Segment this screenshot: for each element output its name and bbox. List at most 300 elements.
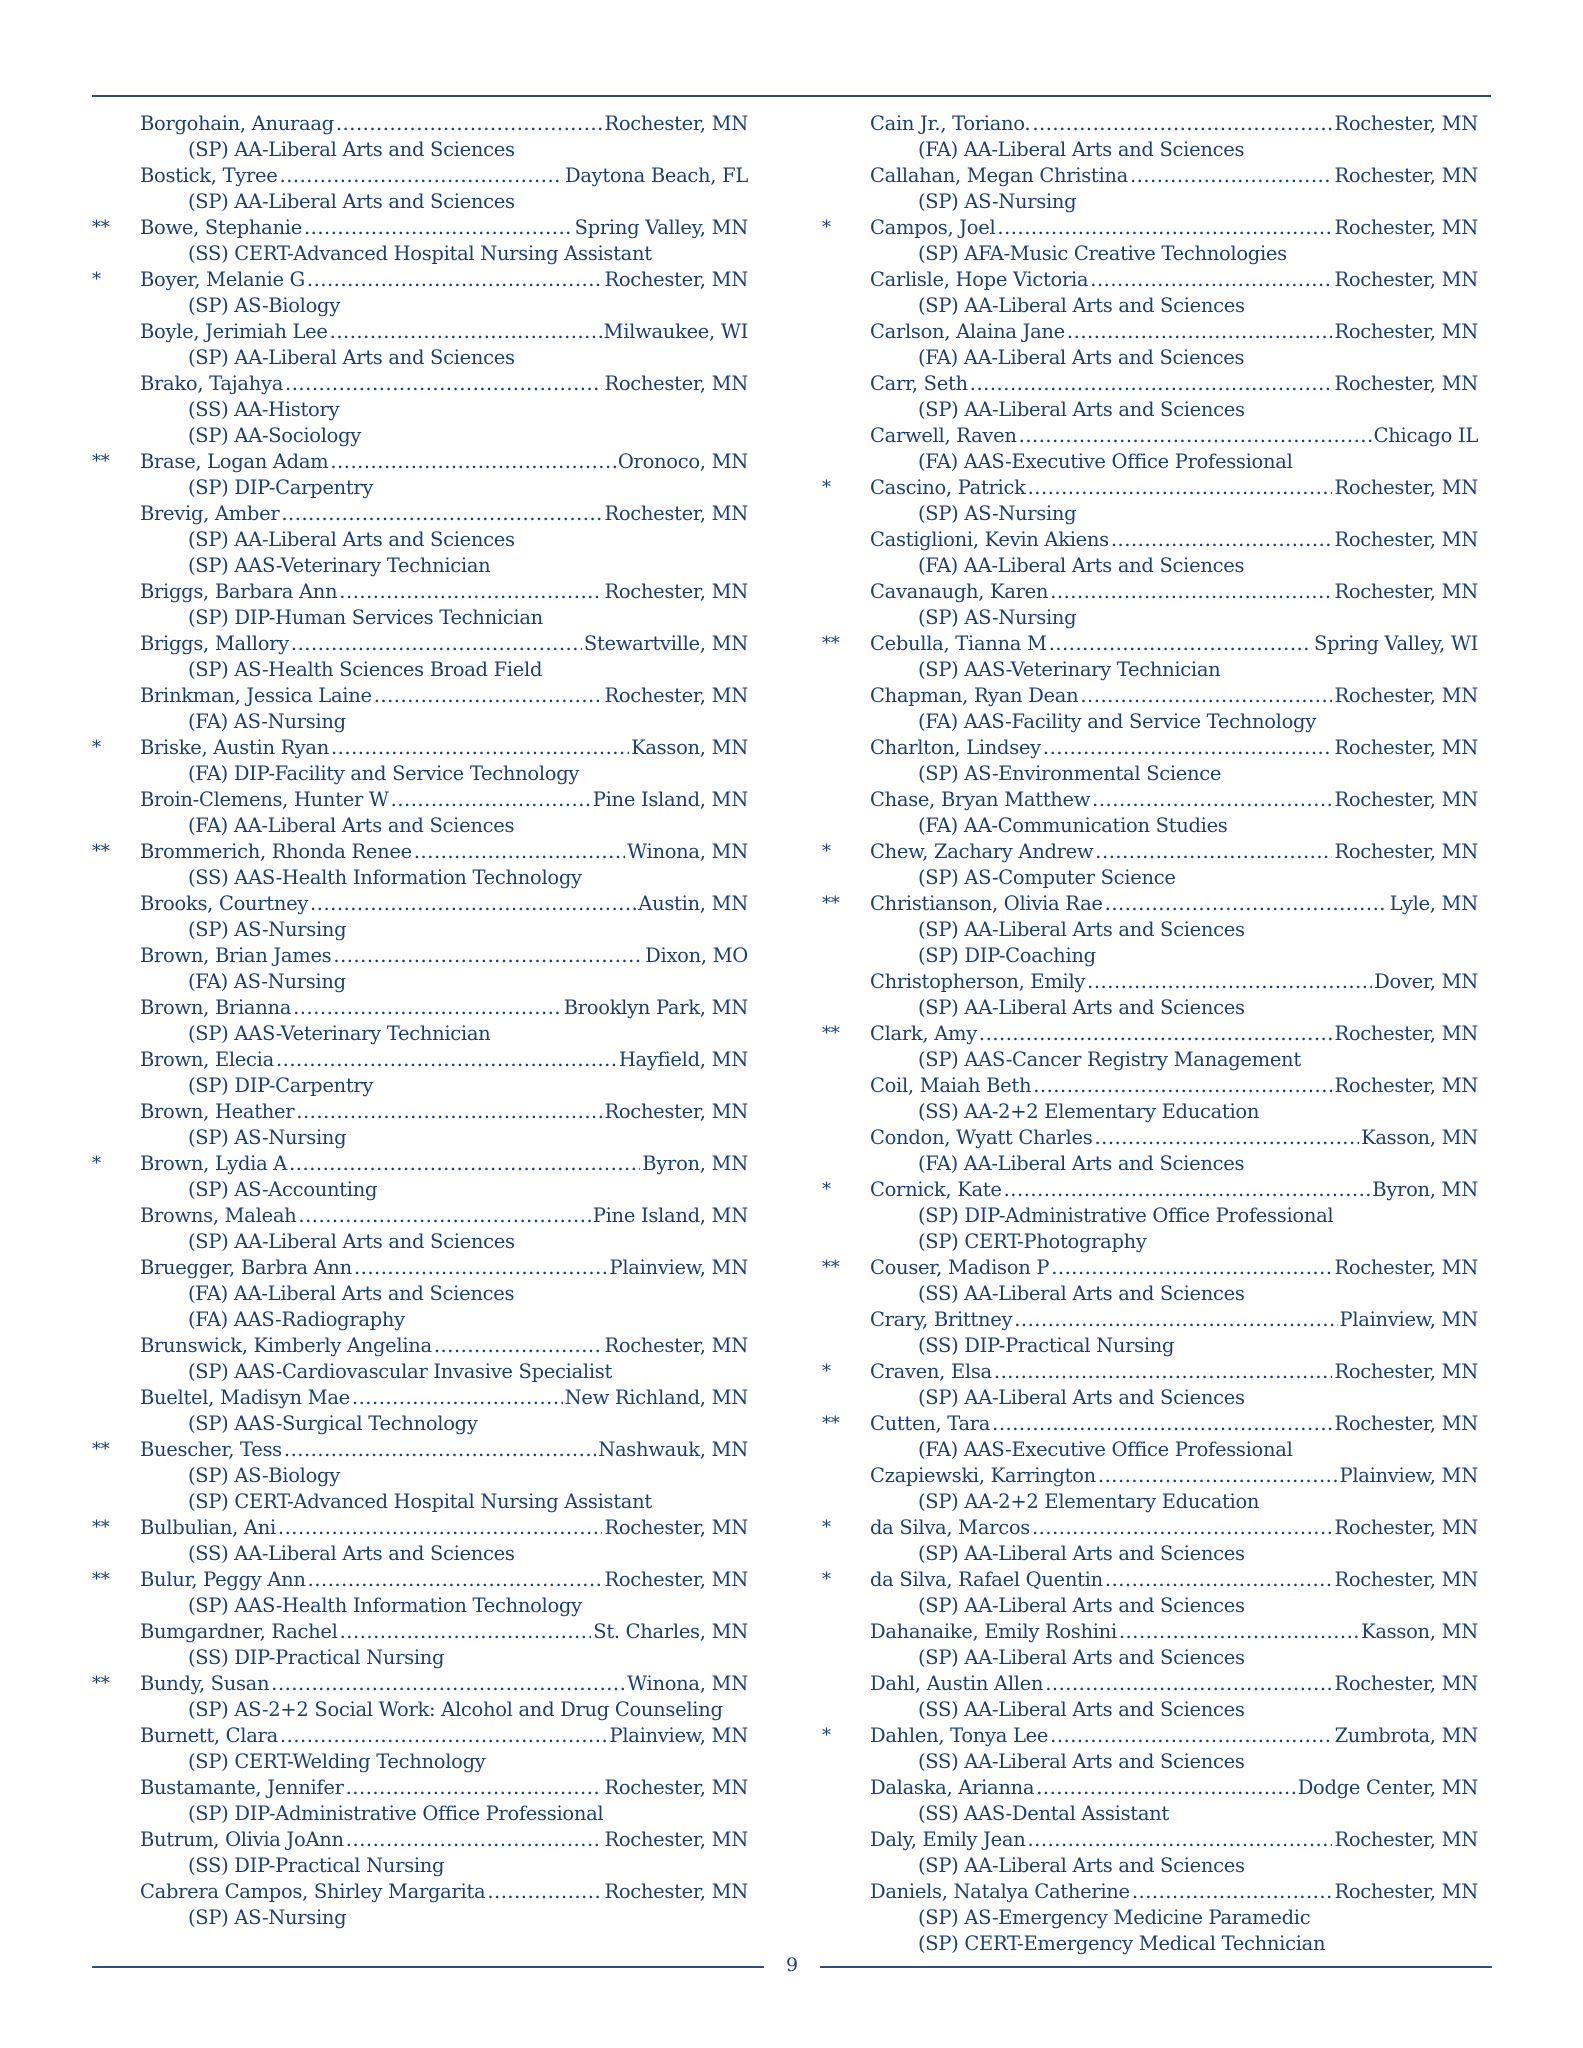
graduate-name: Callahan, Megan Christina: [870, 164, 1128, 187]
entry-line: [822, 1515, 1482, 1541]
dot-leader: [339, 579, 602, 605]
dot-leader: [1004, 1177, 1371, 1203]
entry-line: [92, 1385, 752, 1411]
dot-leader: [310, 891, 636, 917]
dot-leader: [289, 1151, 640, 1177]
honors-marker: **: [92, 451, 110, 472]
graduate-city: Rochester, MN: [604, 1568, 748, 1591]
name-city-leader: [140, 1255, 748, 1281]
name-city-leader: [870, 969, 1478, 995]
dot-leader: [1019, 423, 1372, 449]
graduate-entry: [92, 1879, 752, 1931]
name-city-leader: [140, 215, 748, 241]
entry-line: [822, 1775, 1482, 1801]
graduate-entry: [822, 475, 1482, 527]
name-city-leader: [870, 423, 1478, 449]
dot-leader: [330, 449, 616, 475]
graduate-name: Carr, Seth: [870, 372, 968, 395]
dot-leader: [1105, 891, 1388, 917]
dot-leader: [285, 371, 602, 397]
honors-marker: *: [822, 1517, 831, 1538]
graduate-city: Rochester, MN: [1334, 1256, 1478, 1279]
honors-marker: **: [822, 633, 840, 654]
degree-program: (SP) AS-Nursing: [918, 606, 1077, 629]
graduate-city: Plainview, MN: [1339, 1464, 1478, 1487]
degree-program: (FA) AA-Liberal Arts and Sciences: [918, 346, 1245, 369]
graduate-name: Broin-Clemens, Hunter W: [140, 788, 389, 811]
name-city-leader: [140, 1619, 748, 1645]
graduate-name: Brown, Brian James: [140, 944, 332, 967]
graduate-city: Rochester, MN: [604, 112, 748, 135]
graduate-city: Rochester, MN: [1334, 1360, 1478, 1383]
dot-leader: [414, 839, 625, 865]
name-city-leader: [870, 111, 1478, 137]
dot-leader: [1119, 1619, 1359, 1645]
graduate-entry: [92, 1827, 752, 1879]
graduate-name: Brown, Elecia: [140, 1048, 274, 1071]
graduate-city: Rochester, MN: [1334, 788, 1478, 811]
dot-leader: [280, 1723, 608, 1749]
graduate-name: Chase, Bryan Matthew: [870, 788, 1091, 811]
entry-line: [92, 111, 752, 137]
entry-line: [822, 267, 1482, 293]
graduate-name: Burnett, Clara: [140, 1724, 278, 1747]
graduate-entry: [92, 787, 752, 839]
degree-program: (SP) DIP-Administrative Office Professional: [188, 1802, 604, 1825]
name-city-leader: [140, 1723, 748, 1749]
graduate-entry: [822, 969, 1482, 1021]
dot-leader: [1067, 319, 1333, 345]
degree-program: (FA) AAS-Executive Office Professional: [918, 450, 1293, 473]
degree-program: (SP) AS-Nursing: [188, 1126, 347, 1149]
graduate-name: Dalaska, Arianna: [870, 1776, 1035, 1799]
graduate-entry: [822, 163, 1482, 215]
degree-program: (SP) AA-Liberal Arts and Sciences: [918, 1542, 1245, 1565]
degree-program: (SS) AA-Liberal Arts and Sciences: [188, 1542, 515, 1565]
entry-line: [822, 1879, 1482, 1905]
graduate-name: Browns, Maleah: [140, 1204, 297, 1227]
name-city-leader: [140, 1879, 748, 1905]
dot-leader: [284, 1437, 596, 1463]
name-city-leader: [140, 1567, 748, 1593]
name-city-leader: [870, 1671, 1478, 1697]
honors-marker: *: [92, 737, 101, 758]
dot-leader: [1090, 267, 1332, 293]
name-city-leader: [140, 1827, 748, 1853]
honors-marker: *: [92, 269, 101, 290]
graduate-entry: [822, 1177, 1482, 1255]
graduate-entry: [822, 735, 1482, 787]
graduate-entry: [822, 839, 1482, 891]
graduate-city: Rochester, MN: [1334, 216, 1478, 239]
graduate-name: Czapiewski, Karrington: [870, 1464, 1096, 1487]
graduate-entry: [822, 111, 1482, 163]
graduate-name: Bruegger, Barbra Ann: [140, 1256, 352, 1279]
dot-leader: [970, 371, 1333, 397]
dot-leader: [276, 1047, 617, 1073]
name-city-leader: [140, 1437, 748, 1463]
dot-leader: [434, 1333, 603, 1359]
graduate-city: Winona, MN: [627, 1672, 748, 1695]
name-city-leader: [140, 1151, 748, 1177]
entry-line: [822, 1671, 1482, 1697]
degree-program: (SS) AA-Liberal Arts and Sciences: [918, 1698, 1245, 1721]
entry-line: [92, 1827, 752, 1853]
graduate-city: Daytona Beach, FL: [565, 164, 748, 187]
graduate-city: Rochester, MN: [604, 1334, 748, 1357]
graduate-city: Rochester, MN: [604, 684, 748, 707]
entry-line: [92, 995, 752, 1021]
graduate-entry: [822, 1567, 1482, 1619]
graduate-entry: [92, 579, 752, 631]
graduate-entry: [92, 683, 752, 735]
graduate-name: Cebulla, Tianna M: [870, 632, 1047, 655]
graduate-entry: [92, 267, 752, 319]
entry-line: [822, 735, 1482, 761]
graduate-entry: [822, 891, 1482, 969]
graduate-entry: [92, 501, 752, 579]
dot-leader: [330, 319, 602, 345]
entry-line: [822, 1359, 1482, 1385]
graduate-name: Charlton, Lindsey: [870, 736, 1041, 759]
degree-program: (SS) DIP-Practical Nursing: [188, 1646, 445, 1669]
name-city-leader: [870, 1723, 1478, 1749]
graduate-entry: [822, 371, 1482, 423]
graduate-city: Byron, MN: [642, 1152, 748, 1175]
dot-leader: [340, 1619, 592, 1645]
graduate-city: Rochester, MN: [1334, 1828, 1478, 1851]
entry-line: [822, 371, 1482, 397]
entry-line: [92, 319, 752, 345]
graduate-entry: [822, 319, 1482, 371]
graduate-name: da Silva, Marcos: [870, 1516, 1030, 1539]
name-city-leader: [140, 735, 748, 761]
entry-line: [822, 1411, 1482, 1437]
dot-leader: [291, 631, 582, 657]
dot-leader: [1036, 1775, 1296, 1801]
graduate-city: Rochester, MN: [604, 1776, 748, 1799]
graduate-name: Cavanaugh, Karen: [870, 580, 1049, 603]
name-city-leader: [870, 1775, 1478, 1801]
graduate-name: Chapman, Ryan Dean: [870, 684, 1079, 707]
graduate-name: Cain Jr., Toriano.: [870, 112, 1031, 135]
entry-line: [822, 1827, 1482, 1853]
degree-program: (SP) AA-Liberal Arts and Sciences: [918, 1646, 1245, 1669]
honors-marker: **: [822, 893, 840, 914]
graduate-entry: [92, 1099, 752, 1151]
dot-leader: [293, 995, 562, 1021]
graduate-city: Stewartville, MN: [583, 632, 748, 655]
graduate-city: Rochester, MN: [604, 502, 748, 525]
graduate-name: Brinkman, Jessica Laine: [140, 684, 372, 707]
entry-line: [92, 735, 752, 761]
graduate-name: Chew, Zachary Andrew: [870, 840, 1094, 863]
honors-marker: *: [822, 1361, 831, 1382]
name-city-leader: [140, 995, 748, 1021]
graduate-city: Rochester, MN: [1334, 1022, 1478, 1045]
name-city-leader: [870, 371, 1478, 397]
graduate-entry: [822, 631, 1482, 683]
graduate-city: Rochester, MN: [1334, 112, 1478, 135]
entry-line: [92, 267, 752, 293]
graduate-city: Dodge Center, MN: [1297, 1776, 1478, 1799]
degree-program: (SP) AS-Nursing: [188, 1906, 347, 1929]
graduate-entry: [822, 1021, 1482, 1073]
entry-line: [822, 1723, 1482, 1749]
entry-line: [92, 943, 752, 969]
entry-line: [822, 891, 1482, 917]
dot-leader: [1050, 579, 1332, 605]
degree-program: (SP) AA-Liberal Arts and Sciences: [918, 1594, 1245, 1617]
dot-leader: [1014, 1307, 1337, 1333]
degree-program: (SS) DIP-Practical Nursing: [918, 1334, 1175, 1357]
graduate-city: Rochester, MN: [604, 580, 748, 603]
dot-leader: [997, 215, 1332, 241]
graduate-name: Brunswick, Kimberly Angelina: [140, 1334, 432, 1357]
name-city-leader: [140, 319, 748, 345]
graduate-city: Rochester, MN: [1334, 476, 1478, 499]
graduate-entry: [92, 1567, 752, 1619]
graduate-name: da Silva, Rafael Quentin: [870, 1568, 1103, 1591]
graduate-city: Lyle, MN: [1389, 892, 1478, 915]
graduate-entry: [822, 1359, 1482, 1411]
degree-program: (SP) AA-Liberal Arts and Sciences: [918, 918, 1245, 941]
degree-program: (SP) AS-Biology: [188, 294, 340, 317]
degree-program: (SP) AAS-Cancer Registry Management: [918, 1048, 1301, 1071]
degree-program: (FA) AAS-Executive Office Professional: [918, 1438, 1293, 1461]
name-city-leader: [870, 631, 1478, 657]
graduate-city: Hayfield, MN: [618, 1048, 748, 1071]
dot-leader: [352, 1385, 563, 1411]
degree-program: (FA) AAS-Facility and Service Technology: [918, 710, 1316, 733]
graduate-city: Spring Valley, MN: [574, 216, 748, 239]
graduate-city: Zumbrota, MN: [1334, 1724, 1478, 1747]
graduate-city: Spring Valley, WI: [1313, 632, 1478, 655]
graduate-city: Pine Island, MN: [592, 788, 748, 811]
graduate-name: Christopherson, Emily: [870, 970, 1086, 993]
entry-line: [92, 501, 752, 527]
graduate-entry: [92, 215, 752, 267]
dot-leader: [391, 787, 591, 813]
graduate-entry: [822, 1671, 1482, 1723]
graduate-entry: [822, 527, 1482, 579]
degree-program: (SP) AA-Liberal Arts and Sciences: [918, 1386, 1245, 1409]
graduate-name: Boyer, Melanie G: [140, 268, 305, 291]
entry-line: [822, 631, 1482, 657]
name-city-leader: [140, 1099, 748, 1125]
degree-program: (SP) AAS-Cardiovascular Invasive Specialist: [188, 1360, 613, 1383]
dot-leader: [1043, 735, 1333, 761]
graduate-entry: [92, 1671, 752, 1723]
graduate-entry: [822, 1307, 1482, 1359]
entry-line: [92, 787, 752, 813]
graduate-entry: [822, 1723, 1482, 1775]
dot-leader: [1049, 631, 1312, 657]
entry-line: [822, 1463, 1482, 1489]
graduate-name: Carlisle, Hope Victoria: [870, 268, 1089, 291]
graduate-entry: [92, 839, 752, 891]
graduate-name: Dahl, Austin Allen: [870, 1672, 1044, 1695]
dot-leader: [304, 215, 573, 241]
name-city-leader: [140, 943, 748, 969]
degree-program: (FA) DIP-Facility and Service Technology: [188, 762, 580, 785]
name-city-leader: [140, 1515, 748, 1541]
graduate-name: Brown, Heather: [140, 1100, 295, 1123]
dot-leader: [346, 1775, 603, 1801]
entry-line: [822, 1255, 1482, 1281]
name-city-leader: [140, 579, 748, 605]
graduate-name: Couser, Madison P: [870, 1256, 1050, 1279]
graduate-entry: [92, 1437, 752, 1515]
entry-line: [92, 683, 752, 709]
degree-program: (SP) CERT-Emergency Medical Technician: [918, 1932, 1326, 1955]
dot-leader: [1132, 1879, 1333, 1905]
entry-line: [92, 1879, 752, 1905]
name-city-leader: [870, 1619, 1478, 1645]
graduate-city: Rochester, MN: [1334, 1412, 1478, 1435]
name-city-leader: [870, 475, 1478, 501]
degree-program: (SS) CERT-Advanced Hospital Nursing Assistant: [188, 242, 652, 265]
graduate-entry: [92, 111, 752, 163]
honors-marker: **: [92, 1517, 110, 1538]
graduate-city: Rochester, MN: [1334, 1880, 1478, 1903]
graduate-city: Rochester, MN: [1334, 164, 1478, 187]
graduate-city: Rochester, MN: [1334, 840, 1478, 863]
entry-line: [92, 1671, 752, 1697]
graduate-entry: [92, 1047, 752, 1099]
dot-leader: [331, 735, 629, 761]
degree-program: (SP) DIP-Carpentry: [188, 476, 374, 499]
dot-leader: [333, 943, 643, 969]
graduate-name: Cascino, Patrick: [870, 476, 1026, 499]
degree-program: (SP) CERT-Welding Technology: [188, 1750, 486, 1773]
graduate-entry: [822, 787, 1482, 839]
dot-leader: [307, 267, 603, 293]
graduate-name: Carlson, Alaina Jane: [870, 320, 1065, 343]
graduate-entry: [822, 1619, 1482, 1671]
graduate-entry: [92, 631, 752, 683]
entry-line: [92, 579, 752, 605]
dot-leader: [281, 501, 602, 527]
graduate-name: Dahanaike, Emily Roshini: [870, 1620, 1117, 1643]
entry-line: [822, 1073, 1482, 1099]
graduate-city: Plainview, MN: [609, 1724, 748, 1747]
graduate-city: Nashwauk, MN: [598, 1438, 748, 1461]
entry-line: [822, 1307, 1482, 1333]
graduate-entry: [92, 1385, 752, 1437]
name-city-leader: [870, 683, 1478, 709]
entry-line: [822, 579, 1482, 605]
name-city-leader: [140, 1333, 748, 1359]
name-city-leader: [870, 1177, 1478, 1203]
name-city-leader: [870, 163, 1478, 189]
honors-marker: **: [92, 841, 110, 862]
graduate-entry: [92, 735, 752, 787]
degree-program: (SP) CERT-Advanced Hospital Nursing Assistant: [188, 1490, 652, 1513]
name-city-leader: [140, 631, 748, 657]
graduate-entry: [822, 683, 1482, 735]
honors-marker: **: [822, 1257, 840, 1278]
name-city-leader: [870, 1567, 1478, 1593]
graduate-entry: [822, 1775, 1482, 1827]
dot-leader: [1111, 527, 1333, 553]
name-city-leader: [870, 1515, 1478, 1541]
degree-program: (SP) AAS-Veterinary Technician: [188, 554, 491, 577]
degree-program: (SP) AAS-Health Information Technology: [188, 1594, 582, 1617]
graduate-name: Crary, Brittney: [870, 1308, 1013, 1331]
graduate-entry: [822, 579, 1482, 631]
graduate-entry: [822, 1125, 1482, 1177]
entry-line: [92, 449, 752, 475]
graduate-name: Brevig, Amber: [140, 502, 280, 525]
graduate-name: Daly, Emily Jean: [870, 1828, 1026, 1851]
degree-program: (FA) AS-Nursing: [188, 970, 346, 993]
entry-line: [92, 1515, 752, 1541]
degree-program: (SS) AAS-Health Information Technology: [188, 866, 582, 889]
graduate-city: Rochester, MN: [1334, 268, 1478, 291]
entry-line: [822, 1567, 1482, 1593]
dot-leader: [1032, 111, 1332, 137]
entry-line: [92, 163, 752, 189]
name-city-leader: [140, 1775, 748, 1801]
honors-marker: **: [92, 1439, 110, 1460]
graduate-entry: [92, 163, 752, 215]
degree-program: (SP) AS-Accounting: [188, 1178, 378, 1201]
dot-leader: [1032, 1515, 1333, 1541]
graduate-city: Brooklyn Park, MN: [563, 996, 748, 1019]
graduate-city: Rochester, MN: [604, 268, 748, 291]
graduate-entry: [822, 1073, 1482, 1125]
graduate-city: Rochester, MN: [1334, 1516, 1478, 1539]
graduate-entry: [92, 1333, 752, 1385]
graduate-city: Chicago IL: [1373, 424, 1478, 447]
dot-leader: [1087, 969, 1372, 995]
degree-program: (FA) AA-Liberal Arts and Sciences: [188, 814, 515, 837]
name-city-leader: [140, 683, 748, 709]
graduate-name: Briske, Austin Ryan: [140, 736, 329, 759]
graduate-name: Bostick, Tyree: [140, 164, 278, 187]
name-city-leader: [140, 1203, 748, 1229]
entry-line: [822, 215, 1482, 241]
degree-program: (SS) AA-2+2 Elementary Education: [918, 1100, 1260, 1123]
degree-program: (FA) AA-Liberal Arts and Sciences: [918, 1152, 1245, 1175]
graduate-city: Rochester, MN: [1334, 1568, 1478, 1591]
graduate-entry: [92, 371, 752, 449]
graduate-entry: [822, 1515, 1482, 1567]
degree-program: (FA) AA-Liberal Arts and Sciences: [188, 1282, 515, 1305]
degree-program: (SP) AAS-Veterinary Technician: [188, 1022, 491, 1045]
dot-leader: [1094, 1125, 1359, 1151]
name-city-leader: [870, 839, 1478, 865]
graduate-entry: [822, 1827, 1482, 1879]
entry-line: [92, 1619, 752, 1645]
entry-line: [92, 1151, 752, 1177]
graduate-name: Christianson, Olivia Rae: [870, 892, 1103, 915]
degree-program: (SP) AFA-Music Creative Technologies: [918, 242, 1287, 265]
graduate-entry: [92, 319, 752, 371]
dot-leader: [487, 1879, 602, 1905]
graduate-city: Rochester, MN: [1334, 1672, 1478, 1695]
name-city-leader: [870, 527, 1478, 553]
entry-line: [92, 1047, 752, 1073]
name-city-leader: [140, 1047, 748, 1073]
graduate-name: Bulur, Peggy Ann: [140, 1568, 306, 1591]
degree-program: (SP) AS-Biology: [188, 1464, 340, 1487]
degree-program: (SP) AAS-Veterinary Technician: [918, 658, 1221, 681]
dot-leader: [1051, 1255, 1332, 1281]
column-left: [92, 111, 752, 1931]
dot-leader: [374, 683, 603, 709]
